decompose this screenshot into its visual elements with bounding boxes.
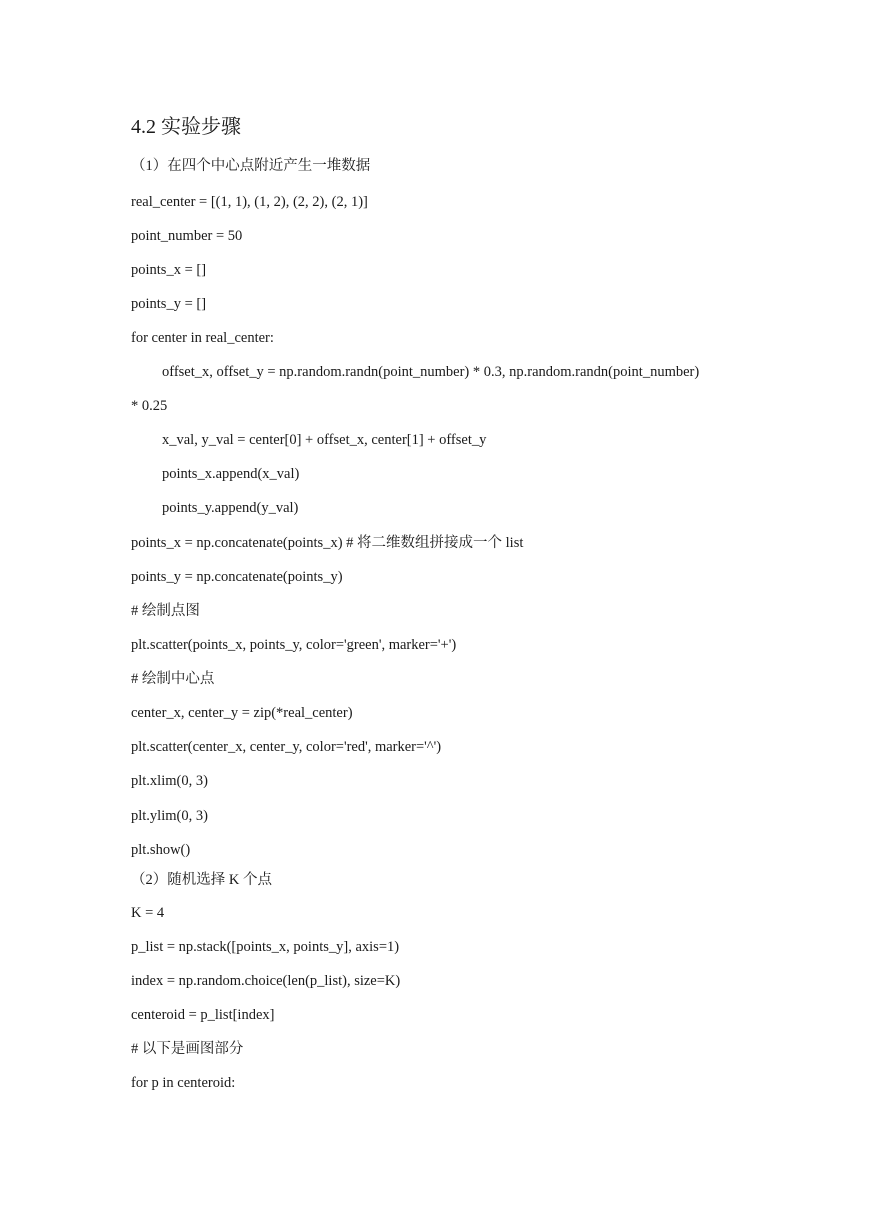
code-line: * 0.25 (131, 398, 168, 414)
code-line: points_x.append(x_val) (162, 466, 300, 482)
code-line: offset_x, offset_y = np.random.randn(point_number) * 0.3, np.random.randn(point_number) (162, 364, 700, 380)
code-comment: # 以下是画图部分 (131, 1041, 244, 1057)
code-line: index = np.random.choice(len(p_list), size=K) (131, 973, 401, 989)
code-comment: # 绘制中心点 (131, 671, 215, 687)
code-line: points_x = [] (131, 262, 207, 278)
code-line: centeroid = p_list[index] (131, 1007, 275, 1023)
code-line: center_x, center_y = zip(*real_center) (131, 705, 353, 721)
code-line: points_y = np.concatenate(points_y) (131, 569, 343, 585)
code-line: p_list = np.stack([points_x, points_y], axis=1) (131, 939, 400, 955)
code-line: real_center = [(1, 1), (1, 2), (2, 2), (2, 1)] (131, 194, 368, 210)
code-line: plt.scatter(center_x, center_y, color='red', marker='^') (131, 739, 442, 755)
code-line: point_number = 50 (131, 228, 243, 244)
step-2-heading: （2）随机选择 K 个点 (131, 872, 272, 888)
code-line: points_y = [] (131, 296, 207, 312)
code-line: K = 4 (131, 905, 165, 921)
code-line: plt.show() (131, 842, 191, 858)
code-line: plt.ylim(0, 3) (131, 808, 208, 824)
code-line: points_x = np.concatenate(points_x) # 将二维数组拼接成一个 list (131, 535, 524, 551)
code-line: plt.scatter(points_x, points_y, color='green', marker='+') (131, 637, 457, 653)
code-line: plt.xlim(0, 3) (131, 773, 208, 789)
step-1-heading: （1）在四个中心点附近产生一堆数据 (131, 158, 371, 174)
section-heading: 4.2 实验步骤 (131, 116, 241, 138)
code-line: points_y.append(y_val) (162, 500, 299, 516)
code-line: for center in real_center: (131, 330, 274, 346)
code-line: for p in centeroid: (131, 1075, 236, 1091)
code-comment: # 绘制点图 (131, 603, 200, 619)
code-line: x_val, y_val = center[0] + offset_x, center[1] + offset_y (162, 432, 487, 448)
